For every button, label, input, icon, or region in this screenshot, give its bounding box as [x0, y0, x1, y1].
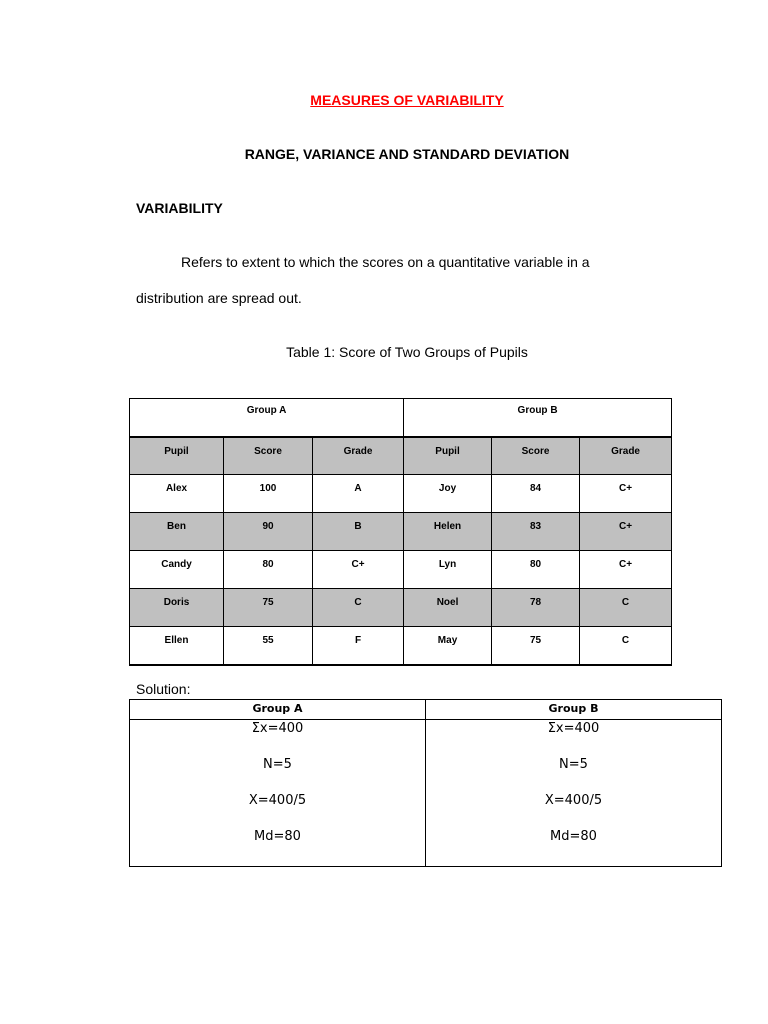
table-cell: 83 — [492, 513, 580, 551]
table-cell: C — [313, 589, 404, 627]
group-header-row — [130, 399, 672, 437]
paragraph-line-2: distribution are spread out. — [136, 290, 302, 306]
table-cell: 75 — [224, 589, 313, 627]
table-cell: Lyn — [404, 551, 492, 589]
column-header: Pupil — [404, 437, 492, 475]
solution-group-b-header: Group B — [426, 700, 722, 720]
table-cell: Alex — [130, 475, 224, 513]
solution-header-row — [130, 700, 722, 720]
document-title: MEASURES OF VARIABILITY — [310, 92, 504, 108]
column-header: Grade — [580, 437, 672, 475]
table-cell: Noel — [404, 589, 492, 627]
table-row — [130, 627, 672, 665]
table-cell: 100 — [224, 475, 313, 513]
solution-line: Md=80 — [550, 829, 597, 844]
table-cell: C+ — [580, 475, 672, 513]
table-cell: A — [313, 475, 404, 513]
table-cell: C — [580, 627, 672, 665]
solution-body-row — [130, 720, 722, 867]
table-cell: Candy — [130, 551, 224, 589]
section-heading: VARIABILITY — [136, 200, 223, 216]
solution-line: Md=80 — [254, 829, 301, 844]
table-cell: F — [313, 627, 404, 665]
group-a-header: Group A — [130, 399, 404, 437]
table-cell: 90 — [224, 513, 313, 551]
column-header-row — [130, 437, 672, 475]
solution-table — [129, 699, 722, 867]
table-cell: Ellen — [130, 627, 224, 665]
table-cell: Joy — [404, 475, 492, 513]
solution-line: Σx=400 — [251, 721, 304, 736]
solution-group-a-header: Group A — [130, 700, 426, 720]
solution-line: X=400/5 — [544, 793, 603, 808]
table-row — [130, 475, 672, 513]
table-cell: C+ — [580, 551, 672, 589]
table-row — [130, 513, 672, 551]
column-header: Grade — [313, 437, 404, 475]
table-cell: 55 — [224, 627, 313, 665]
table-cell: Ben — [130, 513, 224, 551]
table-row — [130, 551, 672, 589]
table-cell: 84 — [492, 475, 580, 513]
solution-line: N=5 — [263, 757, 292, 772]
solution-label: Solution: — [136, 681, 191, 697]
table-cell: C+ — [313, 551, 404, 589]
paragraph-line-1: Refers to extent to which the scores on a quantitative variable in a — [181, 254, 590, 270]
scores-table — [129, 398, 672, 666]
table-cell: 78 — [492, 589, 580, 627]
table-cell: May — [404, 627, 492, 665]
table-cell: 75 — [492, 627, 580, 665]
column-header: Score — [492, 437, 580, 475]
table-cell: Helen — [404, 513, 492, 551]
solution-line: Σx=400 — [547, 721, 600, 736]
column-header: Score — [224, 437, 313, 475]
solution-group-a-cell — [130, 720, 426, 867]
solution-line: X=400/5 — [248, 793, 307, 808]
table-row — [130, 589, 672, 627]
table-cell: 80 — [492, 551, 580, 589]
document-subtitle: RANGE, VARIANCE AND STANDARD DEVIATION — [244, 146, 570, 162]
table-cell: 80 — [224, 551, 313, 589]
column-header: Pupil — [130, 437, 224, 475]
table-caption: Table 1: Score of Two Groups of Pupils — [286, 344, 528, 360]
group-b-header: Group B — [404, 399, 672, 437]
table-cell: C+ — [580, 513, 672, 551]
table-cell: Doris — [130, 589, 224, 627]
table-cell: B — [313, 513, 404, 551]
table-cell: C — [580, 589, 672, 627]
solution-line: N=5 — [559, 757, 588, 772]
solution-group-b-cell — [426, 720, 722, 867]
